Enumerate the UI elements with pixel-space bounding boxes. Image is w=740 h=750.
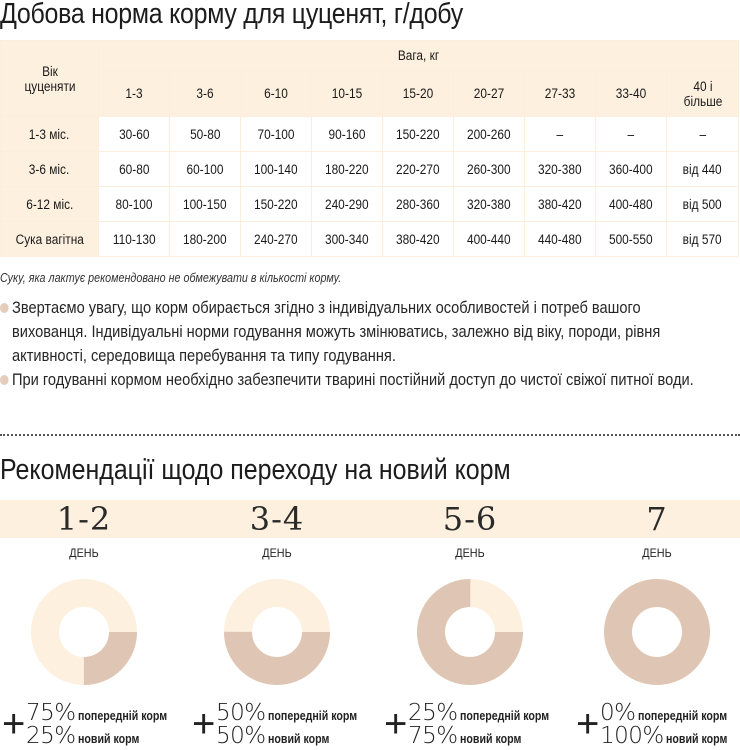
value-cell: 70-100 xyxy=(241,117,312,152)
plus-icon: + xyxy=(2,702,26,746)
value-cell: 380-420 xyxy=(525,187,596,222)
donut-chart xyxy=(30,578,138,686)
ratio-legend xyxy=(2,700,192,750)
section-title: Рекомендації щодо переходу на новий корм xyxy=(0,454,511,486)
new-label: новий корм xyxy=(459,732,521,746)
value-cell: 440-480 xyxy=(525,222,596,257)
previous-percent: 50% xyxy=(216,700,266,726)
page-title: Добова норма корму для цуценят, г/добу xyxy=(0,0,464,30)
feeding-norm-table xyxy=(0,40,739,257)
transition-stage xyxy=(380,498,560,686)
bullet-item: Звертаємо увагу, що корм обирається згідно з індивідуальних особливостей і потреб вашого вихованця. Індивідуальні норми годування можуть змінюватись, залежно від віку, породи, рівня активності, середовища перебування та типу годування. xyxy=(0,296,705,368)
table-row xyxy=(1,222,739,257)
value-cell: 320-380 xyxy=(525,152,596,187)
bullet-item: При годуванні кормом необхідно забезпечити тварині постійний доступ до чистої свіжої питної води. xyxy=(0,368,705,392)
value-cell: 300-340 xyxy=(312,222,383,257)
weight-column-header: 3-6 xyxy=(170,71,241,117)
weight-column-header: 40 і більше xyxy=(667,71,739,117)
previous-label: попередній корм xyxy=(637,709,727,723)
value-cell: від 570 xyxy=(667,222,739,257)
previous-percent: 25% xyxy=(408,700,458,726)
value-cell: – xyxy=(667,117,739,152)
table-row xyxy=(1,117,739,152)
previous-label: попередній корм xyxy=(77,709,167,723)
value-cell: 240-270 xyxy=(241,222,312,257)
plus-icon: + xyxy=(576,702,600,746)
ratio-legend xyxy=(192,700,382,750)
weight-column-header: 10-15 xyxy=(312,71,383,117)
bullet-dot-icon xyxy=(0,303,9,313)
value-cell: 380-420 xyxy=(383,222,454,257)
previous-label: попередній корм xyxy=(459,709,549,723)
value-cell: 150-220 xyxy=(241,187,312,222)
value-cell: від 500 xyxy=(667,187,739,222)
dotted-divider xyxy=(0,434,740,436)
value-cell: 90-160 xyxy=(312,117,383,152)
weight-header: Вага, кг xyxy=(99,41,739,71)
age-cell: 3-6 міс. xyxy=(1,152,99,187)
table-row xyxy=(1,187,739,222)
value-cell: від 440 xyxy=(667,152,739,187)
plus-icon: + xyxy=(384,702,408,746)
value-cell: 400-480 xyxy=(596,187,667,222)
age-header: Вік цуценяти xyxy=(1,41,99,117)
day-label: ДЕНЬ xyxy=(69,546,99,560)
weight-column-header: 1-3 xyxy=(99,71,170,117)
value-cell: 80-100 xyxy=(99,187,170,222)
bullet-list xyxy=(0,296,705,392)
new-percent: 100% xyxy=(600,723,664,749)
bullet-dot-icon xyxy=(0,375,9,385)
weight-column-header: 27-33 xyxy=(525,71,596,117)
value-cell: 180-200 xyxy=(170,222,241,257)
value-cell: – xyxy=(525,117,596,152)
day-number: 7 xyxy=(646,500,668,538)
value-cell: 240-290 xyxy=(312,187,383,222)
weight-column-header: 15-20 xyxy=(383,71,454,117)
day-label: ДЕНЬ xyxy=(262,546,292,560)
transition-stage xyxy=(0,498,174,686)
ratio-legend xyxy=(576,700,740,750)
value-cell: 100-140 xyxy=(241,152,312,187)
value-cell: 360-400 xyxy=(596,152,667,187)
value-cell: 100-150 xyxy=(170,187,241,222)
day-number: 5-6 xyxy=(442,500,498,538)
lactation-note: Суку, яка лактує рекомендовано не обмежувати в кількості корму. xyxy=(0,271,342,285)
value-cell: 260-300 xyxy=(454,152,525,187)
previous-percent: 75% xyxy=(26,700,76,726)
new-percent: 50% xyxy=(216,723,266,749)
day-label: ДЕНЬ xyxy=(455,546,485,560)
previous-percent: 0% xyxy=(600,700,636,726)
value-cell: 400-440 xyxy=(454,222,525,257)
ratio-legend xyxy=(384,700,574,750)
value-cell: 30-60 xyxy=(99,117,170,152)
weight-column-header: 20-27 xyxy=(454,71,525,117)
donut-chart xyxy=(223,578,331,686)
weight-column-header: 6-10 xyxy=(241,71,312,117)
table-row xyxy=(1,152,739,187)
value-cell: 320-380 xyxy=(454,187,525,222)
donut-chart xyxy=(603,578,711,686)
value-cell: 60-100 xyxy=(170,152,241,187)
value-cell: 500-550 xyxy=(596,222,667,257)
value-cell: 60-80 xyxy=(99,152,170,187)
age-cell: 1-3 міс. xyxy=(1,117,99,152)
value-cell: 280-360 xyxy=(383,187,454,222)
age-cell: Сука вагітна xyxy=(1,222,99,257)
value-cell: – xyxy=(596,117,667,152)
value-cell: 50-80 xyxy=(170,117,241,152)
new-label: новий корм xyxy=(267,732,329,746)
value-cell: 150-220 xyxy=(383,117,454,152)
value-cell: 180-220 xyxy=(312,152,383,187)
weight-column-header: 33-40 xyxy=(596,71,667,117)
transition-stage xyxy=(187,498,367,686)
new-label: новий корм xyxy=(77,732,139,746)
day-number: 3-4 xyxy=(249,500,305,538)
transition-stage xyxy=(567,498,740,686)
age-cell: 6-12 міс. xyxy=(1,187,99,222)
previous-label: попередній корм xyxy=(267,709,357,723)
day-label: ДЕНЬ xyxy=(642,546,672,560)
value-cell: 110-130 xyxy=(99,222,170,257)
donut-chart xyxy=(416,578,524,686)
value-cell: 220-270 xyxy=(383,152,454,187)
plus-icon: + xyxy=(192,702,216,746)
new-percent: 75% xyxy=(408,723,458,749)
new-label: новий корм xyxy=(665,732,728,746)
day-number: 1-2 xyxy=(56,500,112,538)
value-cell: 200-260 xyxy=(454,117,525,152)
new-percent: 25% xyxy=(26,723,76,749)
